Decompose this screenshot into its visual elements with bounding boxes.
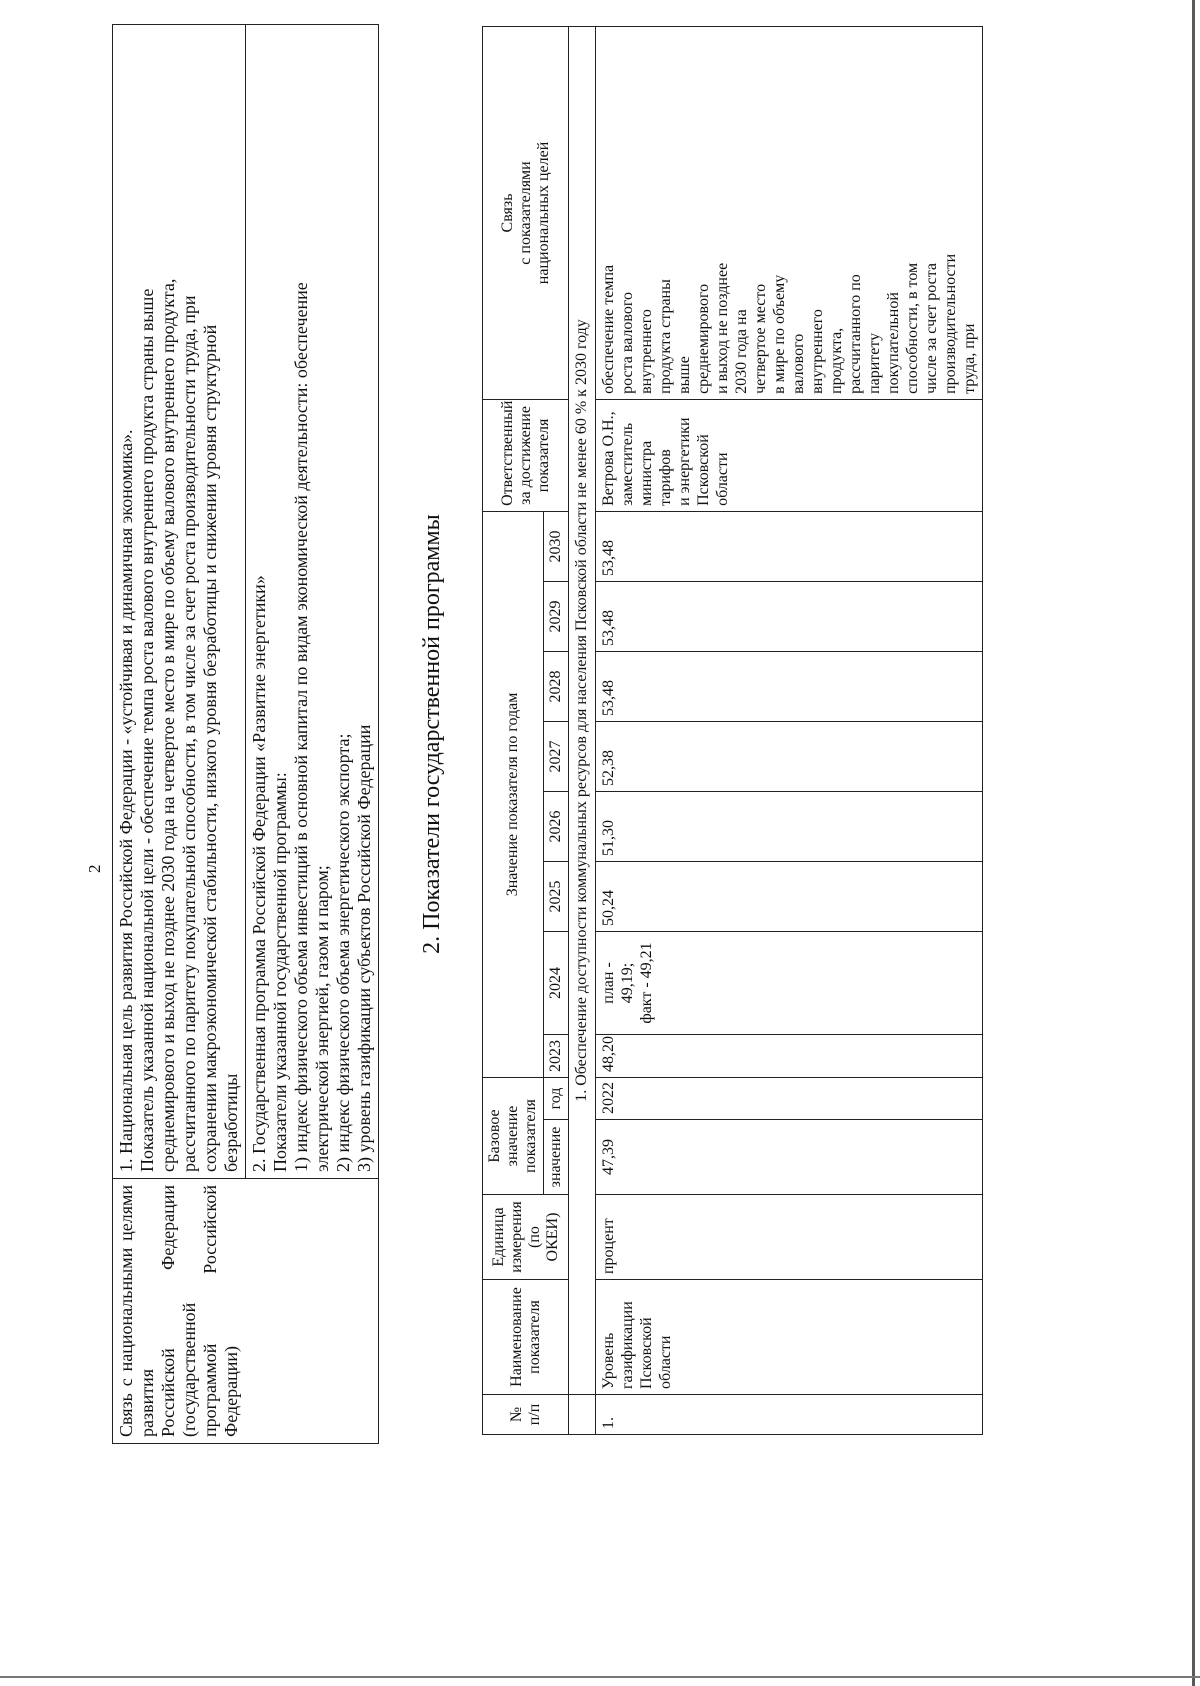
header-base-value: значение xyxy=(544,1120,569,1195)
header-year-2026: 2026 xyxy=(544,791,569,861)
header-year-2024: 2024 xyxy=(544,931,569,1034)
row-value-2030: 53,48 xyxy=(596,511,983,581)
row-value-2026: 51,30 xyxy=(596,791,983,861)
header-num: № п/п xyxy=(483,1395,569,1435)
header-unit: Единица измерения (по ОКЕИ) xyxy=(483,1195,569,1280)
row-name: Уровень газификации Псковской области xyxy=(596,1280,983,1395)
row-value-2029: 53,48 xyxy=(596,581,983,651)
section-title: 2. Показатели государственной программы xyxy=(419,514,445,954)
state-program-cell: 2. Государственная программа Российской Федерации «Развитие энергетики» Показатели указанной государственной программы: 1) индекс физического объема инвестиций в основной капитал по видам экономической деятельности: обеспечение электрической энергией, газом и паром; 2) индекс физического объема энергетического экспорта; 3) уровень газификации субъектов Российской Федерации xyxy=(246,25,379,1179)
row-value-2025: 50,24 xyxy=(596,861,983,931)
goals-link-label: Связь с национальными целями развития Российской Федерации (государственной программой Российской Федерации) xyxy=(113,1179,379,1444)
row-unit: процент xyxy=(596,1195,983,1280)
row-base-value: 47,39 xyxy=(596,1120,983,1195)
indicators-table xyxy=(482,26,983,1435)
header-year-2027: 2027 xyxy=(544,721,569,791)
group-num-spacer xyxy=(569,1395,596,1435)
header-year-2028: 2028 xyxy=(544,651,569,721)
national-goals-table xyxy=(112,24,379,1444)
header-name: Наименование показателя xyxy=(483,1280,569,1395)
page-number: 2 xyxy=(85,864,104,873)
header-base: Базовое значение показателя xyxy=(483,1077,544,1194)
header-year-2030: 2030 xyxy=(544,511,569,581)
row-value-2027: 52,38 xyxy=(596,721,983,791)
group-title: 1. Обеспечение доступности коммунальных ресурсов для населения Псковской области не менее 60 % к 2030 году xyxy=(569,27,596,1395)
table-row xyxy=(596,27,983,1435)
header-year-2029: 2029 xyxy=(544,581,569,651)
row-value-2024: план - 49,19; факт - 49,21 xyxy=(596,931,983,1034)
header-values-by-year: Значение показателя по годам xyxy=(483,511,544,1077)
header-year-2023: 2023 xyxy=(544,1034,569,1077)
header-link: Связь с показателями национальных целей xyxy=(483,27,569,400)
header-base-year: год xyxy=(544,1077,569,1119)
header-year-2025: 2025 xyxy=(544,861,569,931)
header-responsible: Ответственный за достижение показателя xyxy=(483,399,569,511)
national-goal-cell: 1. Национальная цель развития Российской Федерации - «устойчивая и динамичная экономика». Показатель указанной национальной цели - обеспечение темпа роста валового внутреннего продукта страны выше среднемирового и выход не позднее 2030 года на четвертое место в мире по объему валового внутреннего продукта, рассчитанного по паритету покупательной способности, в том числе за счет роста производительности труда, при сохранении макроэкономической стабильности, низкого уровня безработицы и снижении уровня структурной безработицы xyxy=(113,25,246,1179)
row-national-goals-link: обеспечение темпа роста валового внутреннего продукта страны выше среднемирового и выход не позднее 2030 года на четвертое место в мире по объему валового внутреннего продукта, рассчитанного по паритету покупательной способности, в том числе за счет роста производительности труда, при xyxy=(596,27,983,400)
row-value-2023: 48,20 xyxy=(596,1034,983,1077)
row-base-year: 2022 xyxy=(596,1077,983,1119)
row-value-2028: 53,48 xyxy=(596,651,983,721)
row-num: 1. xyxy=(596,1395,983,1435)
row-responsible: Ветрова О.Н., заместитель министра тарифов и энергетики Псковской области xyxy=(596,399,983,511)
